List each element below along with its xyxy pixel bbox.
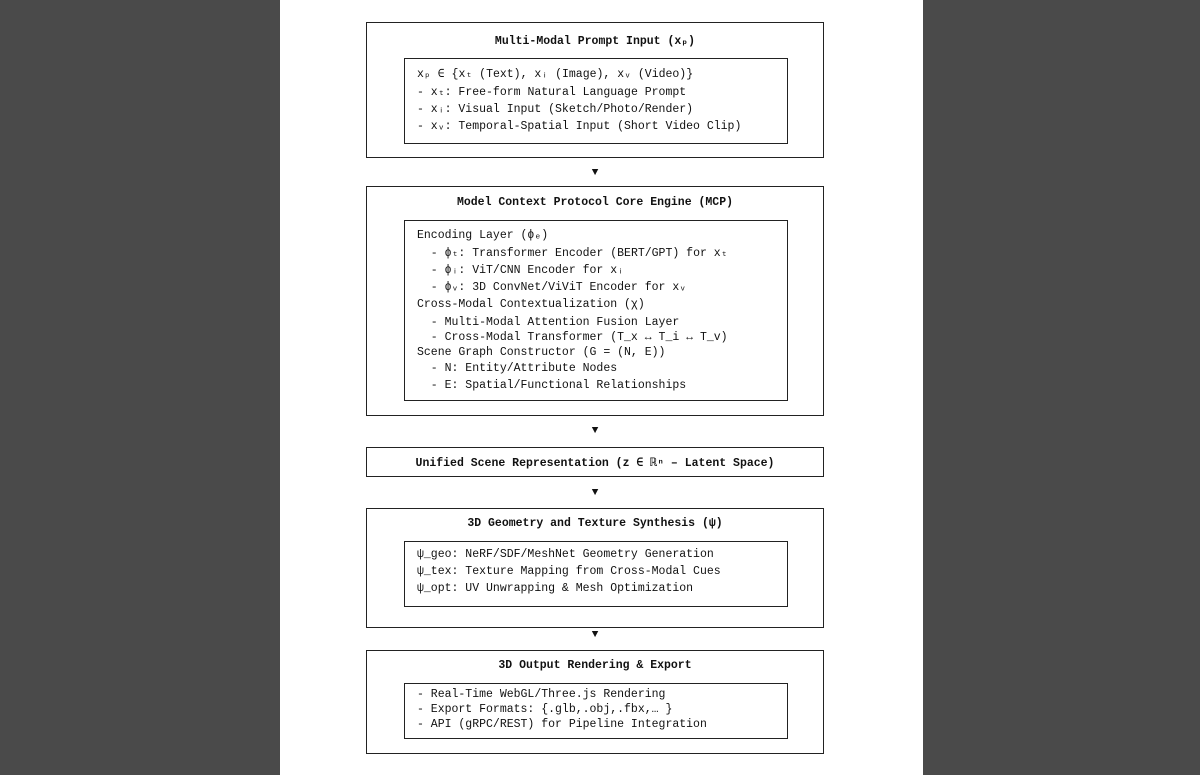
mcp-line: Encoding Layer (ϕₑ) (417, 229, 549, 242)
mcp-line: - ϕᵢ: ViT/CNN Encoder for xᵢ (417, 264, 625, 277)
prompt-input-title: Multi-Modal Prompt Input (xₚ) (494, 35, 696, 48)
mcp-line: - Cross-Modal Transformer (T_x ↔ T_i ↔ T_v) (417, 331, 728, 344)
down-arrow-icon: ▼ (591, 487, 599, 499)
down-arrow-icon: ▼ (591, 425, 599, 437)
output-line: - API (gRPC/REST) for Pipeline Integration (417, 718, 707, 731)
prompt-line: xₚ ∈ {xₜ (Text), xᵢ (Image), xᵥ (Video)} (417, 68, 694, 81)
unified-scene-title: Unified Scene Representation (z ∈ ℝⁿ – Latent Space) (415, 457, 775, 470)
mcp-line: - ϕₜ: Transformer Encoder (BERT/GPT) for xₜ (417, 247, 728, 260)
mcp-core-engine-details (404, 220, 788, 401)
prompt-line: - xₜ: Free-form Natural Language Prompt (417, 86, 687, 99)
output-rendering-box (366, 650, 824, 754)
mcp-line: - E: Spatial/Functional Relationships (417, 379, 687, 392)
down-arrow-icon: ▼ (591, 629, 599, 641)
geometry-line: ψ_tex: Texture Mapping from Cross-Modal Cues (417, 565, 721, 578)
geometry-line: ψ_geo: NeRF/SDF/MeshNet Geometry Generation (417, 548, 714, 561)
prompt-input-box (366, 22, 824, 158)
mcp-line: - ϕᵥ: 3D ConvNet/ViViT Encoder for xᵥ (417, 281, 687, 294)
prompt-line: - xᵢ: Visual Input (Sketch/Photo/Render) (417, 103, 694, 116)
output-rendering-title: 3D Output Rendering & Export (498, 659, 692, 672)
output-rendering-details (404, 683, 788, 739)
mcp-line: - Multi-Modal Attention Fusion Layer (417, 316, 680, 329)
mcp-line: - N: Entity/Attribute Nodes (417, 362, 618, 375)
output-line: - Export Formats: {.glb,.obj,.fbx,… } (417, 703, 673, 716)
document-page (280, 0, 923, 775)
mcp-line: Cross-Modal Contextualization (χ) (417, 298, 645, 311)
down-arrow-icon: ▼ (591, 167, 599, 179)
geometry-synthesis-title: 3D Geometry and Texture Synthesis (ψ) (467, 517, 723, 530)
output-line: - Real-Time WebGL/Three.js Rendering (417, 688, 666, 701)
mcp-line: Scene Graph Constructor (G = (N, E)) (417, 346, 666, 359)
geometry-synthesis-box (366, 508, 824, 628)
mcp-core-engine-title: Model Context Protocol Core Engine (MCP) (456, 196, 734, 209)
mcp-core-engine-box (366, 186, 824, 416)
geometry-line: ψ_opt: UV Unwrapping & Mesh Optimization (417, 582, 694, 595)
unified-scene-box (366, 447, 824, 477)
geometry-synthesis-details (404, 541, 788, 607)
prompt-input-details (404, 58, 788, 144)
prompt-line: - xᵥ: Temporal-Spatial Input (Short Video Clip) (417, 120, 742, 133)
